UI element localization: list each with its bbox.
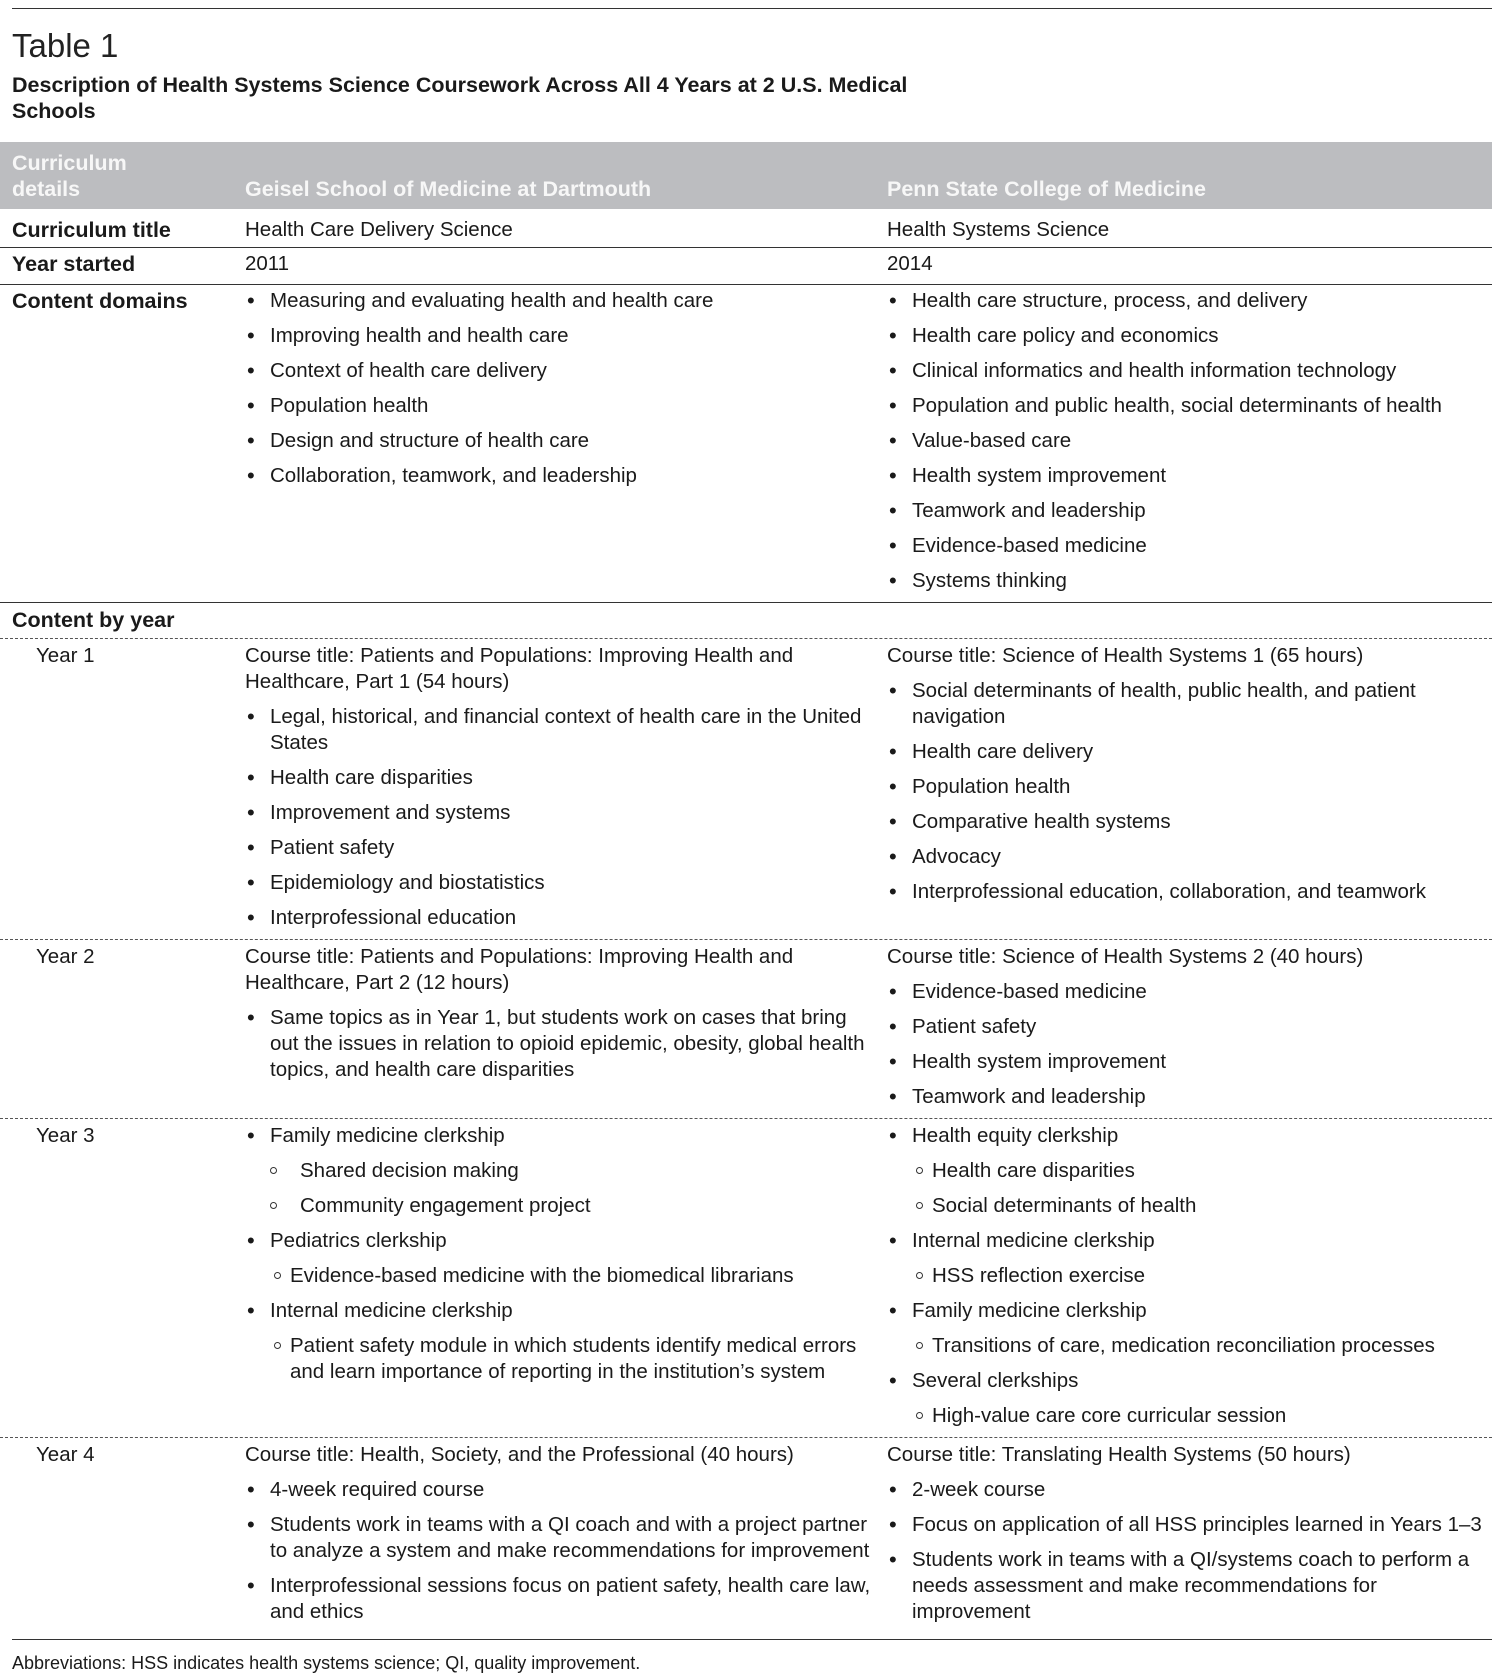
item-text: Advocacy: [912, 845, 1001, 868]
list-item: [245, 765, 877, 791]
dartmouth-domain-list: [245, 288, 877, 489]
row-label: Curriculum title: [12, 218, 171, 242]
list-item: [245, 1573, 877, 1625]
item-text: Health care delivery: [912, 740, 1094, 763]
course-title: Course title: Patients and Populations: Improving Health and Healthcare, Part 2 (12 hours): [245, 945, 794, 994]
dartmouth-cell: [245, 288, 887, 594]
list-item: [245, 1123, 877, 1219]
list-item: [245, 1298, 877, 1385]
list-item: [887, 1298, 1492, 1359]
list-item: • Health care policy and economics: [887, 323, 1492, 349]
year-label: Year 2: [36, 945, 95, 968]
penn-cell: [887, 1442, 1492, 1625]
item-list: [887, 979, 1492, 1110]
list-item: [245, 835, 877, 861]
item-text: Focus on application of all HSS principles learned in Years 1–3: [912, 1513, 1482, 1536]
item-text: Family medicine clerkship: [270, 1124, 505, 1147]
bottom-rule: [12, 1639, 1492, 1640]
list-item: [245, 1228, 877, 1289]
list-item: [887, 739, 1492, 765]
item-text: Internal medicine clerkship: [912, 1229, 1155, 1252]
sub-list: [912, 1333, 1492, 1359]
list-item: [887, 1084, 1492, 1110]
item-text: Pediatrics clerkship: [270, 1229, 447, 1252]
item-text: 2-week course: [912, 1478, 1046, 1501]
list-item: • Evidence-based medicine: [887, 533, 1492, 559]
item-text: Health care disparities: [270, 766, 473, 789]
list-item: [887, 879, 1492, 905]
list-item: • Value-based care: [887, 428, 1492, 454]
footnote: Abbreviations: HSS indicates health systems science; QI, quality improvement.: [12, 1653, 641, 1673]
penn-domain-list: [887, 288, 1492, 594]
item-text: Social determinants of health, public health, and patient navigation: [912, 679, 1416, 728]
sub-item: Health care disparities: [912, 1158, 1492, 1184]
row-curriculum-title: [0, 209, 1492, 248]
item-text: Interprofessional education, collaboration, and teamwork: [912, 880, 1426, 903]
item-text: Same topics as in Year 1, but students work on cases that bring out the issues in relation to opioid epidemic, obesity, global health topics, and health care disparities: [270, 1006, 865, 1081]
sub-list: [270, 1333, 877, 1385]
row-year-1: [0, 639, 1492, 940]
sub-item: Evidence-based medicine with the biomedical librarians: [270, 1263, 877, 1289]
list-item: [887, 844, 1492, 870]
sub-list: [270, 1158, 877, 1219]
list-item: • Teamwork and leadership: [887, 498, 1492, 524]
item-text: Interprofessional education: [270, 906, 517, 929]
sub-item: Transitions of care, medication reconciliation processes: [912, 1333, 1492, 1359]
item-list: [887, 1123, 1492, 1429]
header-penn-state: Penn State College of Medicine: [887, 177, 1206, 201]
list-item: [887, 809, 1492, 835]
row-content-by-year: [0, 603, 1492, 639]
dartmouth-cell: Health Care Delivery Science: [245, 218, 513, 241]
item-text: Legal, historical, and financial context of health care in the United States: [270, 705, 862, 754]
list-item: [245, 1005, 877, 1083]
list-item: • Improving health and health care: [245, 323, 877, 349]
list-item: [887, 774, 1492, 800]
sub-item: Patient safety module in which students identify medical errors and learn importance of reporting in the institution’s system: [270, 1333, 877, 1385]
penn-cell: [887, 944, 1492, 1110]
item-list: [245, 1005, 877, 1083]
row-content-domains: [0, 285, 1492, 603]
course-title: Course title: Health, Society, and the Professional (40 hours): [245, 1443, 794, 1466]
dartmouth-cell: [245, 1123, 887, 1429]
list-item: [245, 704, 877, 756]
year-label: Year 4: [36, 1443, 95, 1466]
course-title: Course title: Science of Health Systems 1 (65 hours): [887, 644, 1364, 667]
row-year-started: [0, 248, 1492, 285]
list-item: [245, 1512, 877, 1564]
item-text: Health system improvement: [912, 1050, 1167, 1073]
list-item: • Systems thinking: [887, 568, 1492, 594]
list-item: [887, 1547, 1492, 1625]
item-text: Population health: [912, 775, 1071, 798]
item-text: Family medicine clerkship: [912, 1299, 1147, 1322]
header-dartmouth: Geisel School of Medicine at Dartmouth: [245, 177, 652, 201]
list-item: [887, 979, 1492, 1005]
list-item: [887, 1123, 1492, 1219]
list-item: [245, 905, 877, 931]
years-section: [0, 639, 1492, 1631]
top-rule: [12, 8, 1492, 9]
sub-item: Shared decision making: [270, 1158, 877, 1184]
sub-item: Community engagement project: [270, 1193, 877, 1219]
penn-cell: [887, 1123, 1492, 1429]
list-item: • Context of health care delivery: [245, 358, 877, 384]
list-item: [887, 1512, 1492, 1538]
row-label: Content by year: [12, 608, 175, 632]
dartmouth-cell: [245, 643, 887, 931]
item-text: Patient safety: [912, 1015, 1037, 1038]
year-label: Year 1: [36, 644, 95, 667]
course-title: Course title: Science of Health Systems 2 (40 hours): [887, 945, 1364, 968]
sub-list: [270, 1263, 877, 1289]
penn-cell: Health Systems Science: [887, 218, 1110, 241]
list-item: [245, 1477, 877, 1503]
row-label: Content domains: [12, 289, 188, 313]
list-item: • Population health: [245, 393, 877, 419]
penn-cell: [887, 288, 1492, 594]
item-text: Epidemiology and biostatistics: [270, 871, 545, 894]
row-label: Year started: [12, 252, 136, 276]
list-item: • Health system improvement: [887, 463, 1492, 489]
list-item: • Health care structure, process, and delivery: [887, 288, 1492, 314]
table-label: Table 1: [12, 27, 119, 64]
dartmouth-cell: 2011: [245, 252, 290, 275]
item-text: Internal medicine clerkship: [270, 1299, 513, 1322]
sub-item: HSS reflection exercise: [912, 1263, 1492, 1289]
item-list: [245, 1123, 877, 1385]
year-label: Year 3: [36, 1124, 95, 1147]
item-text: Patient safety: [270, 836, 395, 859]
row-year-2: [0, 940, 1492, 1119]
list-item: [887, 1049, 1492, 1075]
sub-item: Social determinants of health: [912, 1193, 1492, 1219]
item-text: Improvement and systems: [270, 801, 511, 824]
list-item: [887, 678, 1492, 730]
penn-cell: 2014: [887, 252, 933, 275]
penn-cell: [887, 643, 1492, 931]
item-list: [245, 1477, 877, 1625]
list-item: • Clinical informatics and health information technology: [887, 358, 1492, 384]
item-text: Health equity clerkship: [912, 1124, 1119, 1147]
list-item: [245, 870, 877, 896]
item-text: Evidence-based medicine: [912, 980, 1147, 1003]
table-title: Description of Health Systems Science Coursework Across All 4 Years at 2 U.S. Medical Schools: [12, 73, 908, 123]
course-title: Course title: Patients and Populations: Improving Health and Healthcare, Part 1 (54 hours): [245, 644, 794, 693]
item-text: Interprofessional sessions focus on patient safety, health care law, and ethics: [270, 1574, 871, 1623]
dartmouth-cell: [245, 944, 887, 1110]
list-item: • Population and public health, social determinants of health: [887, 393, 1492, 419]
item-text: Several clerkships: [912, 1369, 1079, 1392]
header-curriculum-details: Curriculum details: [12, 151, 127, 201]
dartmouth-cell: [245, 1442, 887, 1625]
sub-list: [912, 1263, 1492, 1289]
list-item: [245, 800, 877, 826]
row-year-4: [0, 1438, 1492, 1631]
list-item: [887, 1014, 1492, 1040]
table-header: [0, 142, 1492, 209]
row-year-3: [0, 1119, 1492, 1438]
item-text: Students work in teams with a QI/systems coach to perform a needs assessment and make recommendations for improvement: [912, 1548, 1470, 1623]
sub-list: [912, 1403, 1492, 1429]
list-item: • Collaboration, teamwork, and leadership: [245, 463, 877, 489]
item-text: Teamwork and leadership: [912, 1085, 1146, 1108]
list-item: [887, 1477, 1492, 1503]
item-list: [887, 678, 1492, 905]
list-item: • Measuring and evaluating health and health care: [245, 288, 877, 314]
item-text: Comparative health systems: [912, 810, 1171, 833]
item-list: [245, 704, 877, 931]
list-item: [887, 1228, 1492, 1289]
item-list: [887, 1477, 1492, 1625]
list-item: [887, 1368, 1492, 1429]
item-text: Students work in teams with a QI coach and with a project partner to analyze a system and make recommendations for improvement: [270, 1513, 870, 1562]
item-text: 4-week required course: [270, 1478, 485, 1501]
sub-item: High-value care core curricular session: [912, 1403, 1492, 1429]
curriculum-table: [0, 142, 1492, 1631]
sub-list: [912, 1158, 1492, 1219]
list-item: • Design and structure of health care: [245, 428, 877, 454]
course-title: Course title: Translating Health Systems (50 hours): [887, 1443, 1351, 1466]
